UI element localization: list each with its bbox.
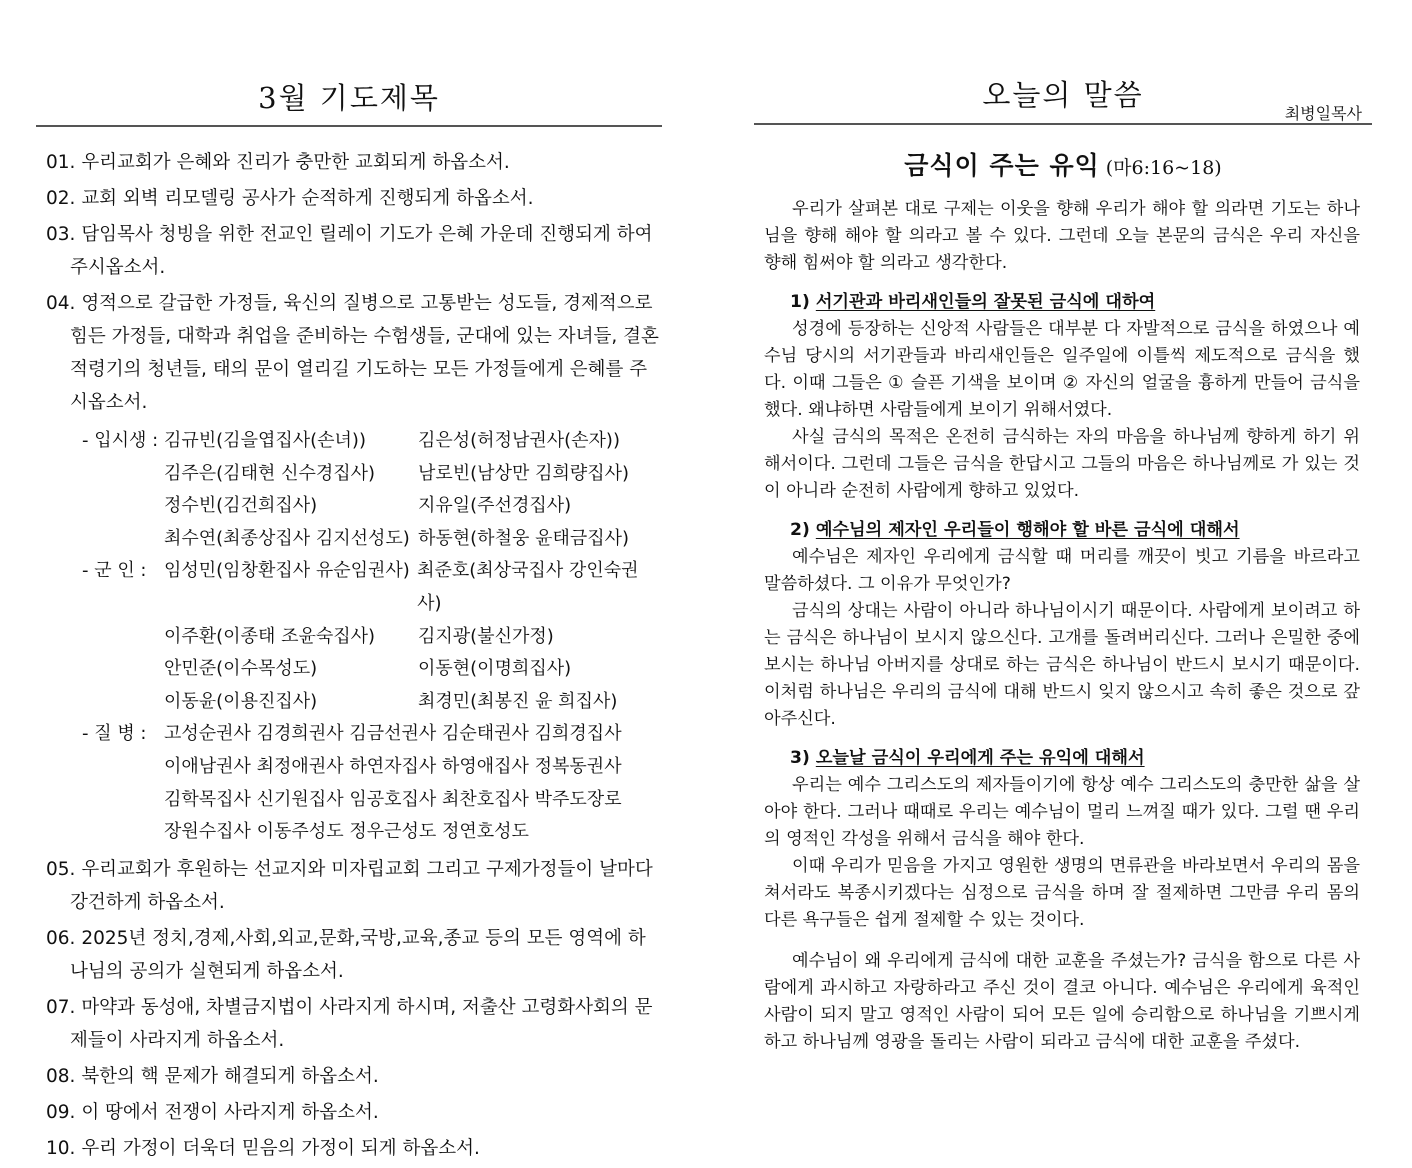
name-row xyxy=(164,621,662,654)
name-row xyxy=(164,653,662,686)
item-number: 09. xyxy=(46,1101,76,1123)
item-text: 우리 가정이 더욱더 믿음의 가정이 되게 하옵소서. xyxy=(81,1137,480,1159)
section-heading-text: 예수님의 제자인 우리들이 행해야 할 바른 금식에 대해서 xyxy=(815,520,1240,540)
name-entry: 김지광(불신가정) xyxy=(418,625,554,647)
conclusion-paragraph: 예수님이 왜 우리에게 금식에 대한 교훈을 주셨는가? 금식을 함으로 다른 사람에게 과시하고 자랑하라고 주신 것이 결코 아니다. 예수님은 우리에게 육적인 사람이 되지 말고 영적인 사람이 되어 모든 일에 승리함으로 하나님을 기쁘시게 하고 하나님께 영광을 돌리는 사람이 되라고 금식에 대한 교훈을 주셨다. xyxy=(764,951,1360,1052)
item-text: 북한의 핵 문제가 해결되게 하옵소서. xyxy=(81,1065,379,1087)
name-entry: 정수빈(김건희집사) xyxy=(164,495,318,517)
section-heading-text: 서기관과 바리새인들의 잘못된 금식에 대하여 xyxy=(815,292,1156,312)
section-heading xyxy=(764,289,1360,316)
section-number: 1) xyxy=(790,292,810,312)
name-row: 장원수집사 이동주성도 정우근성도 정연호성도 xyxy=(164,821,529,843)
item-number: 10. xyxy=(46,1137,76,1159)
soldiers-group xyxy=(82,555,662,718)
prayer-title: 3월 기도제목 xyxy=(258,81,440,115)
item-number: 01. xyxy=(46,152,76,173)
illness-group xyxy=(82,718,662,848)
group-label: - 군 인 : xyxy=(82,560,147,582)
item-number: 06. xyxy=(46,927,76,949)
name-entry: 최수연(최종상집사 김지선성도) xyxy=(164,527,410,549)
paragraph: 우리는 예수 그리스도의 제자들이기에 항상 예수 그리스도의 충만한 삶을 살아야 한다. 그러나 때때로 우리는 예수님이 멀리 느껴질 때가 있다. 그럴 땐 우리의 영적인 각성을 위해서 금식을 해야 한다. xyxy=(764,775,1360,849)
section-heading-text: 오늘날 금식이 우리에게 주는 유익에 대해서 xyxy=(815,748,1145,768)
name-entry: 안민준(이수목성도) xyxy=(164,658,318,680)
name-row xyxy=(164,490,662,523)
sermon-title-divider xyxy=(754,123,1372,125)
author-name: 최병일목사 xyxy=(1284,104,1362,123)
paragraph: 이때 우리가 믿음을 가지고 영원한 생명의 면류관을 바라보면서 우리의 몸을 쳐서라도 복종시키겠다는 심정으로 금식을 하며 잘 절제하면 그만큼 우리 몸의 다른 욕구들은 쉽게 절제할 수 있는 것이다. xyxy=(764,856,1360,930)
prayer-item xyxy=(46,287,662,419)
intro-paragraph: 우리가 살펴본 대로 구제는 이웃을 향해 우리가 해야 할 의라면 기도는 하나님을 향해 해야 할 의라고 볼 수 있다. 그런데 오늘 본문의 금식은 우리 자신을 향해 힘써야 할 의라고 생각한다. xyxy=(764,199,1360,273)
sermon-section-title: 오늘의 말씀 xyxy=(982,78,1144,112)
name-row: 고성순권사 김경희권사 김금선권사 김순태권사 김희경집사 xyxy=(164,723,622,745)
item-number: 03. xyxy=(46,224,76,245)
name-row: 이애남권사 최정애권사 하연자집사 하영애집사 정복동권사 xyxy=(164,755,622,777)
item-text: 2025년 정치,경제,사회,외교,문화,국방,교육,종교 등의 모든 영역에 하나님의 공의가 실현되게 하옵소서. xyxy=(70,927,646,982)
name-row xyxy=(164,555,662,620)
sermon-body xyxy=(764,196,1360,1056)
paragraph: 사실 금식의 목적은 온전히 금식하는 자의 마음을 하나님께 향하게 하기 위해서이다. 그런데 그들은 금식을 한답시고 그들의 마음은 하나님께로 가 있는 것이 아니라 순전히 사람에게 향하고 있었다. xyxy=(764,427,1360,501)
prayer-item xyxy=(46,853,662,919)
prayer-item xyxy=(46,922,662,988)
name-entry: 김주은(김태현 신수경집사) xyxy=(164,462,376,484)
scripture-reference: (마6:16~18) xyxy=(1105,157,1222,179)
section-heading xyxy=(764,517,1360,544)
item-text: 교회 외벽 리모델링 공사가 순적하게 진행되게 하옵소서. xyxy=(81,188,534,209)
item-text: 영적으로 갈급한 가정들, 육신의 질병으로 고통받는 성도들, 경제적으로 힘든 가정들, 대학과 취업을 준비하는 수험생들, 군대에 있는 자녀들, 결혼적령기의 청년들, 태의 문이 열리길 기도하는 모든 가정들에게 은혜를 주시옵소서. xyxy=(70,293,659,413)
name-entry: 김은성(허정남권사(손자)) xyxy=(418,430,620,451)
name-row xyxy=(164,686,662,719)
name-entry: 이동윤(이용진집사) xyxy=(164,690,318,712)
prayer-item xyxy=(46,1060,662,1093)
name-row xyxy=(164,425,662,458)
item-number: 08. xyxy=(46,1065,76,1087)
item-text: 담임목사 청빙을 위한 전교인 릴레이 기도가 은혜 가운데 진행되게 하여 주시옵소서. xyxy=(70,224,653,278)
item-number: 07. xyxy=(46,996,76,1018)
name-entry: 임성민(임창환집사 유순임권사) xyxy=(164,560,410,582)
name-entry: 지유일(주선경집사) xyxy=(418,495,572,517)
paragraph: 성경에 등장하는 신앙적 사람들은 대부분 다 자발적으로 금식을 하였으나 예수님 당시의 서기관들과 바리새인들은 일주일에 이틀씩 제도적으로 금식을 했다. 이때 그들은 ① 슬픈 기색을 보이며 ② 자신의 얼굴을 흉하게 만들어 금식을 했다. 왜냐하면 사람들에게 보이기 위해서였다. xyxy=(764,319,1360,420)
item-text: 우리교회가 후원하는 선교지와 미자립교회 그리고 구제가정들이 날마다 강건하게 하옵소서. xyxy=(70,858,653,913)
sermon-heading xyxy=(754,146,1372,182)
section-heading xyxy=(764,745,1360,772)
prayer-list xyxy=(46,146,662,1168)
item-text: 마약과 동성애, 차별금지법이 사라지게 하시며, 저출산 고령화사회의 문제들이 사라지게 하옵소서. xyxy=(70,996,653,1051)
name-entry: 남로빈(남상만 김희량집사) xyxy=(418,462,630,484)
name-entry: 최경민(최봉진 윤 희집사) xyxy=(418,690,618,712)
name-entry: 김규빈(김을엽집사(손녀)) xyxy=(164,430,366,451)
name-row xyxy=(164,523,662,556)
sermon-title: 금식이 주는 유익 xyxy=(904,151,1100,180)
paragraph: 예수님은 제자인 우리에게 금식할 때 머리를 깨끗이 빗고 기름을 바르라고 말씀하셨다. 그 이유가 무엇인가? xyxy=(764,547,1360,594)
name-row: 김학목집사 신기원집사 임공호집사 최찬호집사 박주도장로 xyxy=(164,788,622,810)
item-number: 05. xyxy=(46,858,76,880)
name-row xyxy=(164,458,662,491)
prayer-item xyxy=(46,146,662,179)
item-text: 이 땅에서 전쟁이 사라지게 하옵소서. xyxy=(81,1101,379,1123)
prayer-item xyxy=(46,1096,662,1129)
name-entry: 최준호(최상국집사 강인숙권사) xyxy=(417,560,639,614)
paragraph: 금식의 상대는 사람이 아니라 하나님이시기 때문이다. 사람에게 보이려고 하는 금식은 하나님이 보시지 않으신다. 고개를 돌려버리신다. 그러나 은밀한 중에 보시는 하나님 아버지를 상대로 하는 금식은 하나님이 반드시 보시기 때문이다. 이처럼 하나님은 우리의 금식에 대해 반드시 잊지 않으시고 속히 좋은 것으로 갚아주신다. xyxy=(764,601,1360,729)
entrance-exam-group xyxy=(82,425,662,555)
prayer-item xyxy=(46,991,662,1057)
section-number: 2) xyxy=(790,520,810,540)
prayer-title-divider xyxy=(36,125,662,127)
section-number: 3) xyxy=(790,748,810,768)
item-text: 우리교회가 은혜와 진리가 충만한 교회되게 하옵소서. xyxy=(81,152,510,173)
item-number: 04. xyxy=(46,293,76,314)
prayer-item xyxy=(46,1132,662,1165)
name-entry: 이주환(이종태 조윤숙집사) xyxy=(164,625,376,647)
group-label: - 질 병 : xyxy=(82,723,147,745)
prayer-item xyxy=(46,218,662,284)
group-label: - 입시생 : xyxy=(82,430,159,451)
item-number: 02. xyxy=(46,188,76,209)
prayer-item xyxy=(46,182,662,215)
name-entry: 이동현(이명희집사) xyxy=(418,658,572,680)
name-entry: 하동현(하철웅 윤태금집사) xyxy=(418,527,630,549)
